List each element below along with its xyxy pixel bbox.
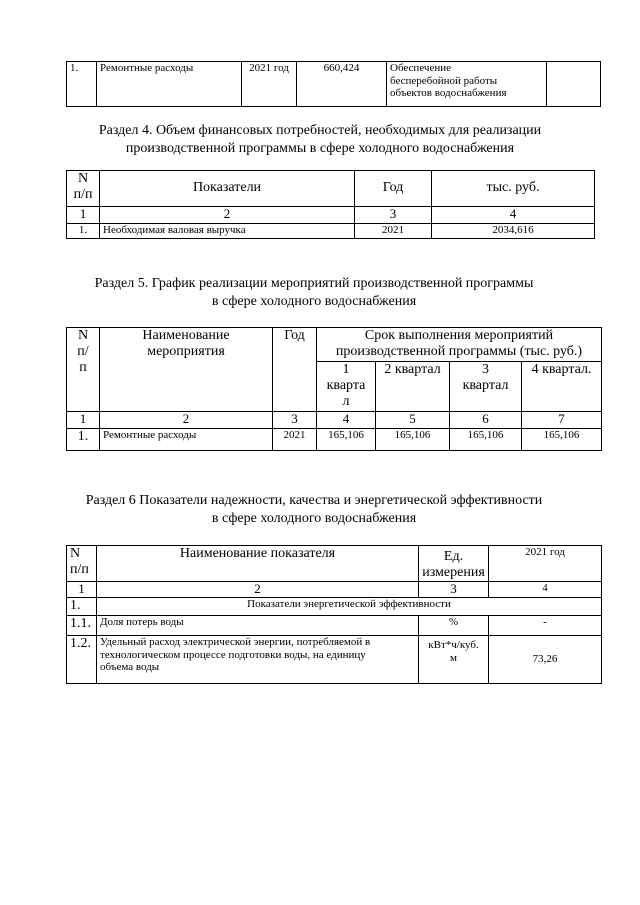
row-year: 2021 xyxy=(273,429,317,451)
table-row xyxy=(67,429,602,451)
event-year: 2021 год xyxy=(242,62,297,107)
colnum: 6 xyxy=(450,412,522,429)
event-purpose xyxy=(387,62,547,107)
row-q2: 165,106 xyxy=(376,429,450,451)
header-term: Срок выполнения мероприятий производственной программы (тыс. руб.) xyxy=(317,328,602,362)
section4-title-line-2: производственной программы в сфере холодного водоснабжения xyxy=(125,141,515,156)
colnum: 7 xyxy=(522,412,602,429)
header-q2: 2 квартал xyxy=(376,362,450,412)
table-row xyxy=(67,224,595,239)
section5-title xyxy=(0,275,634,311)
section4-title-line-1: Раздел 4. Объем финансовых потребностей, необходимых для реализации xyxy=(98,123,542,138)
group-title: Показатели энергетической эффективности xyxy=(97,598,602,616)
row-number: 1. xyxy=(67,62,97,107)
row-unit: кВт*ч/куб. м xyxy=(419,636,489,684)
section6-table xyxy=(66,545,602,684)
header-year: Год xyxy=(355,171,432,207)
header-q3: 3 квартал xyxy=(450,362,522,412)
header-q1: 1 кварта л xyxy=(317,362,376,412)
row-q4: 165,106 xyxy=(522,429,602,451)
row-value: - xyxy=(489,616,602,636)
header-indicators: Показатели xyxy=(100,171,355,207)
header-row xyxy=(67,171,595,207)
row-q3: 165,106 xyxy=(450,429,522,451)
header-num: N п/ п xyxy=(67,328,100,412)
table-1 xyxy=(66,61,601,107)
header-unit: Ед. измерения xyxy=(419,546,489,582)
group-row xyxy=(67,598,602,616)
row-name: Доля потерь воды xyxy=(97,616,419,636)
header-name: Наименование показателя xyxy=(97,546,419,582)
colnum: 2 xyxy=(100,207,355,224)
row-number: 1. xyxy=(67,429,100,451)
table-row xyxy=(67,62,601,107)
row-name: Удельный расход электрической энергии, потребляемой в технологическом процессе подготовки воды, на единицу объема воды xyxy=(97,636,419,684)
row-number: 1.1. xyxy=(67,616,97,636)
colnum: 3 xyxy=(355,207,432,224)
header-num: N п/п xyxy=(67,171,100,207)
colnum: 4 xyxy=(489,582,602,598)
table-row xyxy=(67,636,602,684)
column-number-row xyxy=(67,582,602,598)
colnum: 4 xyxy=(317,412,376,429)
colnum: 2 xyxy=(100,412,273,429)
row-q1: 165,106 xyxy=(317,429,376,451)
row-year: 2021 xyxy=(355,224,432,239)
header-year: 2021 год xyxy=(489,546,602,582)
section5-table xyxy=(66,327,602,451)
row-number: 1. xyxy=(67,224,100,239)
purpose-line-3: объектов водоснабжения xyxy=(390,87,507,100)
extra-cell xyxy=(547,62,601,107)
colnum: 3 xyxy=(419,582,489,598)
column-number-row xyxy=(67,412,602,429)
section6-title-line-2: в сфере холодного водоснабжения xyxy=(211,511,417,526)
section5-title-line-2: в сфере холодного водоснабжения xyxy=(211,294,417,309)
row-value: 73,26 xyxy=(489,636,602,684)
purpose-line-1: Обеспечение xyxy=(390,62,451,74)
header-q4: 4 квартал. xyxy=(522,362,602,412)
row-number: 1.2. xyxy=(67,636,97,684)
section4-title xyxy=(0,122,640,158)
section4-table xyxy=(66,170,595,239)
header-row xyxy=(67,546,602,582)
group-number: 1. xyxy=(67,598,97,616)
row-name: Ремонтные расходы xyxy=(100,429,273,451)
colnum: 5 xyxy=(376,412,450,429)
header-num: N п/п xyxy=(67,546,97,582)
colnum: 1 xyxy=(67,207,100,224)
row-amount: 2034,616 xyxy=(432,224,595,239)
colnum: 3 xyxy=(273,412,317,429)
table-row xyxy=(67,616,602,636)
colnum: 1 xyxy=(67,582,97,598)
event-name: Ремонтные расходы xyxy=(97,62,242,107)
colnum: 1 xyxy=(67,412,100,429)
colnum: 4 xyxy=(432,207,595,224)
section5-title-line-1: Раздел 5. График реализации мероприятий производственной программы xyxy=(94,276,534,291)
row-name: Необходимая валовая выручка xyxy=(100,224,355,239)
column-number-row xyxy=(67,207,595,224)
header-amount: тыс. руб. xyxy=(432,171,595,207)
event-value: 660,424 xyxy=(297,62,387,107)
purpose-line-2: бесперебойной работы xyxy=(390,74,498,87)
section6-title xyxy=(0,492,634,528)
section6-title-line-1: Раздел 6 Показатели надежности, качества и энергетической эффективности xyxy=(85,493,543,508)
colnum: 2 xyxy=(97,582,419,598)
header-year: Год xyxy=(273,328,317,412)
row-unit: % xyxy=(419,616,489,636)
header-row xyxy=(67,328,602,362)
header-event: Наименование мероприятия xyxy=(100,328,273,412)
